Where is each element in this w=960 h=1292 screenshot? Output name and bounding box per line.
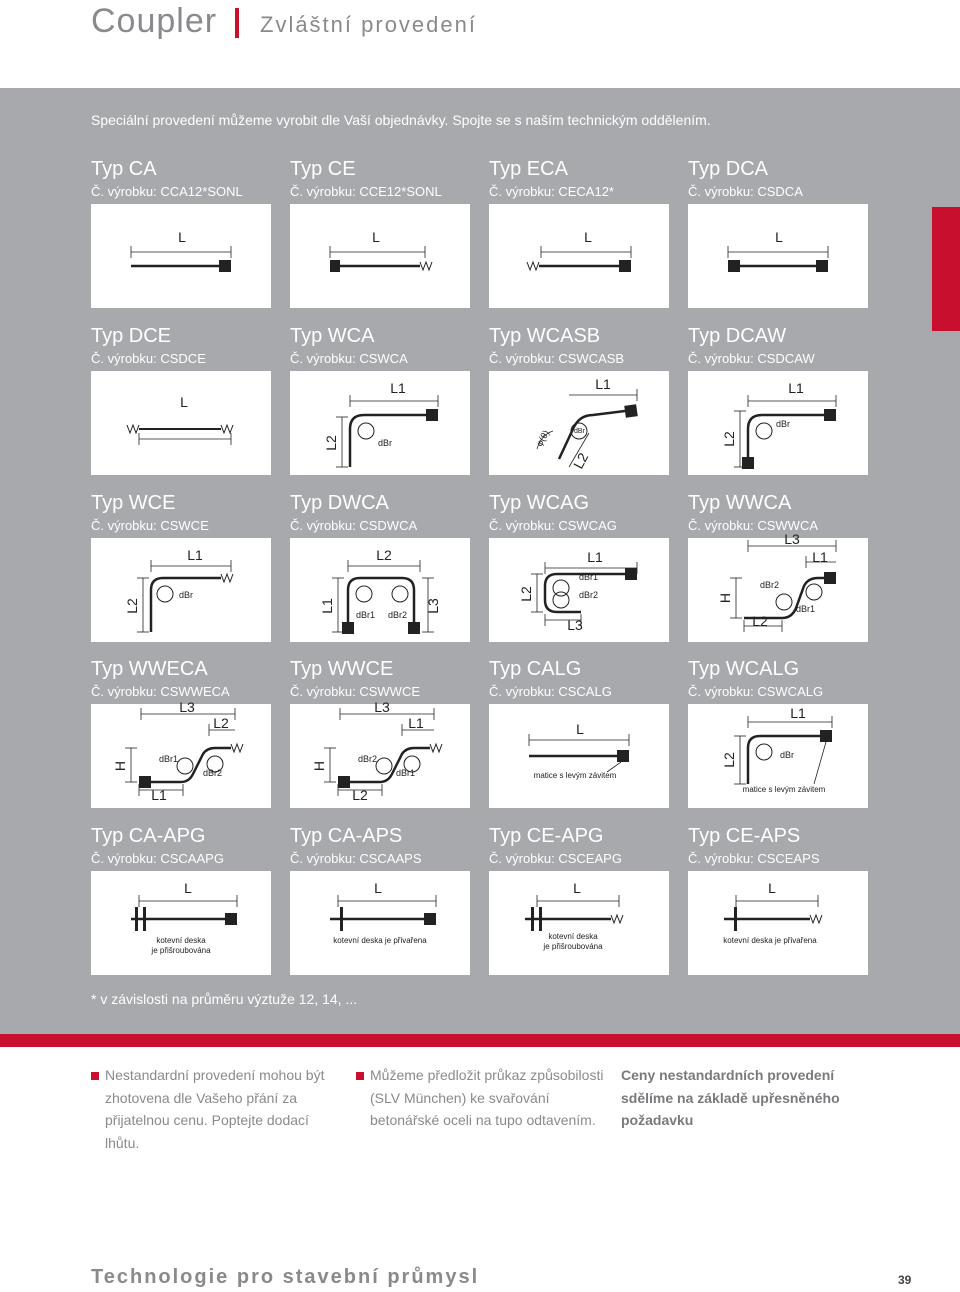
product-code: Č. výrobku: CSWCASB	[489, 351, 625, 366]
drawing-box	[489, 704, 669, 808]
product-code: Č. výrobku: CSDWCA	[290, 518, 418, 533]
product-title: Typ WCA	[290, 325, 375, 347]
note-column-3	[621, 1064, 861, 1132]
dim-label: dBr2	[579, 590, 599, 600]
dim-label: L3	[567, 617, 583, 633]
drawing-box	[290, 871, 470, 975]
product-title: Typ WCAG	[489, 492, 590, 514]
drawing-typ-dwca	[290, 538, 470, 642]
drawing-box	[489, 538, 669, 642]
drawing-typ-ca-apg	[91, 871, 271, 975]
drawing-typ-ce-aps	[688, 871, 868, 975]
dim-label: L	[180, 394, 188, 410]
drawing-typ-wwca	[688, 531, 868, 642]
product-code: Č. výrobku: CSDCE	[91, 351, 206, 366]
drawing-box	[290, 371, 470, 475]
product-code: Č. výrobku: CSWWECA	[91, 684, 230, 699]
dim-label: dBr	[179, 590, 194, 600]
drawing-box	[688, 371, 868, 475]
drawing-box	[489, 204, 669, 308]
product-title: Typ ECA	[489, 158, 568, 180]
drawing-box	[91, 538, 271, 642]
accent-strip	[0, 1034, 960, 1047]
dim-label: dBr1	[159, 754, 179, 764]
drawing-typ-wwce	[290, 699, 470, 808]
drawing-typ-ce-apg	[489, 871, 669, 975]
dim-label: L	[775, 229, 783, 245]
dim-label: L	[768, 880, 776, 896]
bullet-square-icon	[91, 1072, 99, 1080]
product-title: Typ DCA	[688, 158, 769, 180]
product-code: Č. výrobku: CCE12*SONL	[290, 184, 442, 199]
product-code: Č. výrobku: CSCAAPG	[91, 851, 224, 866]
product-code: Č. výrobku: CSWWCE	[290, 684, 421, 699]
product-title: Typ WWCE	[290, 658, 394, 680]
dim-label: L2	[752, 613, 768, 629]
product-code: Č. výrobku: CCA12*SONL	[91, 184, 243, 199]
dim-label: L2	[569, 450, 592, 472]
dim-label: dBr1	[579, 572, 599, 582]
title-divider	[235, 8, 239, 38]
dim-label: L1	[151, 787, 167, 803]
dim-label: L1	[595, 376, 611, 392]
page-title: Coupler	[91, 2, 218, 40]
drawing-typ-ce	[290, 204, 470, 308]
dim-label: L2	[376, 547, 392, 563]
product-title: Typ CE	[290, 158, 356, 180]
drawing-box	[688, 704, 868, 808]
drawing-typ-dca	[688, 204, 868, 308]
dim-label: dBr2	[760, 580, 780, 590]
dim-label: dBr1	[356, 610, 376, 620]
product-title: Typ DCAW	[688, 325, 787, 347]
dim-label: dBr	[574, 428, 585, 435]
dim-label: L3	[179, 699, 195, 715]
dim-label: L1	[319, 598, 335, 614]
dim-label: L1	[587, 549, 603, 565]
dim-label: L	[372, 229, 380, 245]
dim-label: L2	[721, 431, 737, 447]
dim-label: dBr	[776, 419, 791, 429]
drawing-typ-wcag	[489, 538, 669, 642]
product-title: Typ CA-APS	[290, 825, 403, 847]
drawing-box	[91, 699, 271, 808]
note-text: Můžeme předložit průkaz způsobilosti (SLV München) ke svařování betonářské oceli na tupo odtavením.	[370, 1067, 604, 1128]
intro-text: Speciální provedení můžeme vyrobit dle Vaší objednávky. Spojte se s naším technickým oddělením.	[91, 112, 711, 128]
note-column-2	[370, 1064, 610, 1132]
dim-label: dBr1	[396, 768, 416, 778]
page-subtitle: Zvláštní provedení	[260, 12, 477, 37]
dim-label: L	[374, 880, 382, 896]
dim-label: L2	[721, 752, 737, 768]
product-title: Typ CA	[91, 158, 157, 180]
dim-label: L3	[784, 531, 800, 547]
drawing-typ-wca	[290, 371, 470, 475]
product-title: Typ DWCA	[290, 492, 389, 514]
dim-label: L2	[352, 787, 368, 803]
footer-title: Technologie pro stavební průmysl	[91, 1266, 480, 1288]
note-label: matice s levým závitem	[533, 771, 617, 780]
dim-label: L1	[187, 547, 203, 563]
drawing-typ-ca-aps	[290, 871, 470, 975]
dim-label: L2	[323, 435, 339, 451]
product-title: Typ CA-APG	[91, 825, 206, 847]
drawing-box	[91, 371, 271, 475]
product-code: Č. výrobku: CSWWCA	[688, 518, 819, 533]
drawing-box	[290, 204, 470, 308]
product-code: Č. výrobku: CSDCAW	[688, 351, 815, 366]
product-title: Typ WWCA	[688, 492, 792, 514]
note-label: kotevní deska	[548, 932, 598, 941]
dim-label: L1	[408, 715, 424, 731]
dim-label: dBr2	[358, 754, 378, 764]
dim-label: L	[178, 229, 186, 245]
drawing-box	[290, 699, 470, 808]
note-label: matice s levým závitem	[742, 785, 826, 794]
product-code: Č. výrobku: CSDCA	[688, 184, 803, 199]
note-label: kotevní deska je přivařena	[333, 936, 427, 945]
note-label: je přišroubována	[543, 942, 603, 951]
dim-label: H	[311, 760, 327, 772]
drawing-typ-eca	[489, 204, 669, 308]
note-label: kotevní deska je přivařena	[723, 936, 817, 945]
note-label: je přišroubována	[151, 946, 211, 955]
drawing-typ-calg	[489, 704, 669, 808]
note-text: Nestandardní provedení mohou být zhotovena dle Vašeho přání za přijatelnou cenu. Poptejte dodací lhůtu.	[105, 1067, 325, 1151]
drawing-typ-wce	[91, 538, 271, 642]
drawing-box	[489, 871, 669, 975]
note-text: Ceny nestandardních provedení sdělíme na základě upřesněného požadavku	[621, 1067, 840, 1128]
drawing-box	[290, 538, 470, 642]
footnote: * v závislosti na průměru výztuže 12, 14, ...	[91, 991, 358, 1007]
product-title: Typ WCE	[91, 492, 176, 514]
product-code: Č. výrobku: CSWCAG	[489, 518, 617, 533]
dim-label: L	[584, 229, 592, 245]
dim-label: L2	[518, 586, 534, 602]
drawing-typ-wcasb	[489, 371, 669, 475]
drawing-box	[688, 871, 868, 975]
product-code: Č. výrobku: CSCALG	[489, 684, 612, 699]
dim-label: L1	[790, 705, 806, 721]
page-header	[0, 0, 960, 88]
dim-label: H	[717, 592, 733, 604]
product-title: Typ WWECA	[91, 658, 208, 680]
product-code: Č. výrobku: CSWCALG	[688, 684, 824, 699]
note-label: kotevní deska	[156, 936, 206, 945]
bullet-square-icon	[356, 1072, 364, 1080]
drawing-box	[91, 871, 271, 975]
dim-label: L3	[374, 699, 390, 715]
product-title: Typ CE-APS	[688, 825, 801, 847]
dim-label: L1	[390, 380, 406, 396]
drawing-typ-dcaw	[688, 371, 868, 475]
dim-label: L1	[788, 380, 804, 396]
product-code: Č. výrobku: CSWCA	[290, 351, 408, 366]
drawing-typ-wweca	[91, 699, 271, 808]
drawing-box	[688, 204, 868, 308]
product-code: Č. výrobku: CSCAAPS	[290, 851, 422, 866]
drawing-typ-wcalg	[688, 704, 868, 808]
drawing-box	[688, 531, 868, 642]
dim-label: L1	[812, 549, 828, 565]
dim-label: L2	[124, 598, 140, 614]
drawing-box	[91, 204, 271, 308]
dim-label: dBr2	[388, 610, 408, 620]
drawing-typ-ca	[91, 204, 271, 308]
product-title: Typ CE-APG	[489, 825, 604, 847]
product-code: Č. výrobku: CECA12*	[489, 184, 614, 199]
product-code: Č. výrobku: CSCEAPG	[489, 851, 622, 866]
page-number: 39	[898, 1273, 912, 1287]
dim-label: dBr1	[796, 604, 816, 614]
product-code: Č. výrobku: CSWCE	[91, 518, 209, 533]
product-code: Č. výrobku: CSCEAPS	[688, 851, 820, 866]
dim-label: H	[112, 760, 128, 772]
drawing-box	[489, 371, 669, 475]
note-column-1	[105, 1064, 345, 1154]
dim-label: L3	[425, 598, 441, 614]
drawing-typ-dce	[91, 371, 271, 475]
dim-label: φ(θ)	[534, 428, 552, 448]
product-title: Typ WCALG	[688, 658, 800, 680]
dim-label: L	[576, 721, 584, 737]
dim-label: L2	[213, 715, 229, 731]
product-title: Typ WCASB	[489, 325, 601, 347]
product-title: Typ CALG	[489, 658, 582, 680]
dim-label: L	[573, 880, 581, 896]
dim-label: dBr	[378, 438, 393, 448]
side-tab	[932, 207, 960, 331]
dim-label: dBr2	[203, 768, 223, 778]
dim-label: L	[184, 880, 192, 896]
dim-label: dBr	[780, 750, 795, 760]
product-title: Typ DCE	[91, 325, 172, 347]
